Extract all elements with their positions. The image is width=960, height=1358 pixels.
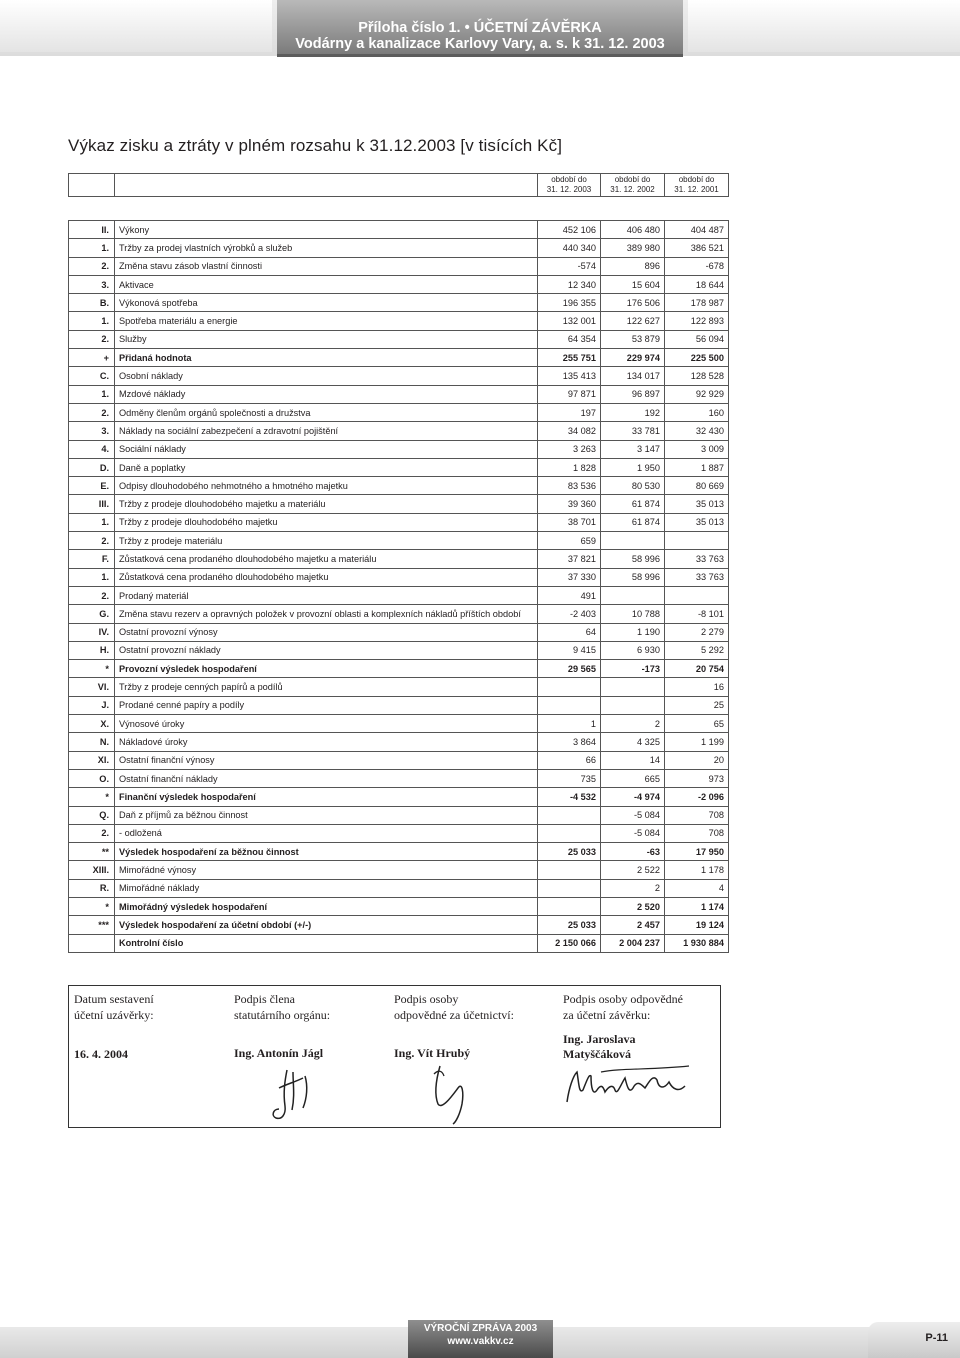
header-2002-line1: období do [614,175,651,184]
row-code: 1. [69,385,115,403]
row-value-2003: 197 [538,403,601,421]
row-value-2003: 34 082 [538,422,601,440]
row-label: Mimořádný výsledek hospodaření [115,897,538,915]
row-label: Změna stavu zásob vlastní činnosti [115,257,538,275]
row-value-2001: 122 893 [665,312,729,330]
row-label: Finanční výsledek hospodaření [115,788,538,806]
signature-col-board [234,992,330,1023]
row-code: + [69,349,115,367]
row-label: Tržby z prodeje dlouhodobého majetku [115,513,538,531]
row-value-2003: -4 532 [538,788,601,806]
table-row [69,641,729,659]
row-code: D. [69,458,115,476]
row-value-2003: -2 403 [538,605,601,623]
row-label: Provozní výsledek hospodaření [115,660,538,678]
row-value-2002 [601,532,665,550]
row-value-2003: 3 864 [538,733,601,751]
row-code: 1. [69,239,115,257]
row-label: Tržby z prodeje materiálu [115,532,538,550]
row-code: G. [69,605,115,623]
row-value-2001: 178 987 [665,294,729,312]
row-code [69,934,115,952]
row-value-2002 [601,678,665,696]
signature-hruby [424,1060,484,1126]
row-value-2001: -8 101 [665,605,729,623]
row-value-2003: 97 871 [538,385,601,403]
header-line-1: Příloha číslo 1. • ÚČETNÍ ZÁVĚRKA [358,20,602,36]
row-value-2003: 735 [538,769,601,787]
row-code: C. [69,367,115,385]
signature-matyscakova [561,1062,701,1112]
row-value-2002 [601,696,665,714]
row-code: Q. [69,806,115,824]
page-number: P-11 [925,1332,948,1344]
row-value-2002: 2 522 [601,861,665,879]
row-value-2002: -63 [601,843,665,861]
row-value-2003: 37 330 [538,568,601,586]
row-value-2003 [538,806,601,824]
statements-person-name-line2: Matyščáková [563,1047,631,1061]
header-strip-right [688,0,960,52]
row-value-2002: 96 897 [601,385,665,403]
row-value-2001: 2 279 [665,623,729,641]
table-row [69,221,729,239]
table-row [69,843,729,861]
row-code: 1. [69,568,115,586]
income-statement-table [68,220,729,953]
row-value-2001: 65 [665,715,729,733]
row-code: 2. [69,257,115,275]
row-value-2001: 386 521 [665,239,729,257]
table-row [69,385,729,403]
row-value-2002: 229 974 [601,349,665,367]
row-code: ** [69,843,115,861]
row-code: 2. [69,403,115,421]
table-row [69,916,729,934]
row-label: Zůstatková cena prodaného dlouhodobého majetku a materiálu [115,550,538,568]
row-label: Prodané cenné papíry a podíly [115,696,538,714]
row-code: IV. [69,623,115,641]
row-value-2003: 64 [538,623,601,641]
header-2003-line2: 31. 12. 2003 [546,185,592,194]
row-code: F. [69,550,115,568]
row-value-2001: 20 754 [665,660,729,678]
row-value-2001: 5 292 [665,641,729,659]
row-value-2003: -574 [538,257,601,275]
table-row [69,568,729,586]
header-cell-label [115,174,538,197]
row-label: Osobní náklady [115,367,538,385]
footer-website: www.vakkv.cz [447,1336,514,1347]
row-value-2002: 406 480 [601,221,665,239]
row-value-2003: 3 263 [538,440,601,458]
row-value-2003: 659 [538,532,601,550]
table-row [69,861,729,879]
row-label: Odměny členům orgánů společnosti a družstva [115,403,538,421]
column-header-row [69,174,729,197]
row-code: 3. [69,422,115,440]
footer-box [408,1320,553,1358]
header-2001-line1: období do [678,175,715,184]
row-label: Ostatní provozní výnosy [115,623,538,641]
row-value-2001: 19 124 [665,916,729,934]
header-cell-2001 [665,174,729,197]
footer-report-title: VÝROČNÍ ZPRÁVA 2003 [423,1323,538,1334]
table-row [69,422,729,440]
row-value-2002: 58 996 [601,568,665,586]
row-label: Výkony [115,221,538,239]
row-label: Náklady na sociální zabezpečení a zdravotní pojištění [115,422,538,440]
row-value-2002: 10 788 [601,605,665,623]
row-value-2001: 20 [665,751,729,769]
row-code: II. [69,221,115,239]
table-row [69,349,729,367]
table-row [69,294,729,312]
row-label: Tržby z prodeje dlouhodobého majetku a materiálu [115,495,538,513]
table-row [69,586,729,604]
header-band [0,0,960,56]
row-code: VI. [69,678,115,696]
row-value-2002: 6 930 [601,641,665,659]
header-2003-line1: období do [551,175,587,184]
row-value-2001: 56 094 [665,330,729,348]
row-label: Sociální náklady [115,440,538,458]
row-value-2001: 92 929 [665,385,729,403]
row-value-2001: 1 199 [665,733,729,751]
row-label: Výnosové úroky [115,715,538,733]
table-row [69,495,729,513]
row-value-2001: 1 887 [665,458,729,476]
row-value-2003: 255 751 [538,349,601,367]
row-label: - odložená [115,824,538,842]
board-member-name: Ing. Antonín Jágl [234,1046,324,1060]
row-value-2003: 83 536 [538,477,601,495]
row-code: XI. [69,751,115,769]
row-value-2003: 132 001 [538,312,601,330]
table-row [69,806,729,824]
row-value-2002: 192 [601,403,665,421]
row-label: Zůstatková cena prodaného dlouhodobého majetku [115,568,538,586]
header-2001-line2: 31. 12. 2001 [674,185,719,194]
row-value-2003 [538,678,601,696]
row-value-2001: 1 178 [665,861,729,879]
row-code: *** [69,916,115,934]
row-label: Tržby za prodej vlastních výrobků a služeb [115,239,538,257]
row-label: Daně a poplatky [115,458,538,476]
row-value-2002: 3 147 [601,440,665,458]
row-value-2001: 4 [665,879,729,897]
row-value-2001: 225 500 [665,349,729,367]
row-code: III. [69,495,115,513]
row-value-2002: 2 [601,879,665,897]
table-row [69,897,729,915]
row-value-2002 [601,586,665,604]
row-value-2003: 2 150 066 [538,934,601,952]
table-row [69,532,729,550]
row-code: 1. [69,513,115,531]
row-value-2001: 33 763 [665,568,729,586]
table-row [69,440,729,458]
row-value-2002: -5 084 [601,824,665,842]
row-label: Výkonová spotřeba [115,294,538,312]
row-value-2003: 12 340 [538,275,601,293]
statements-label-line2: za účetní závěrku: [563,1007,651,1022]
row-value-2003 [538,696,601,714]
row-value-2003: 1 [538,715,601,733]
row-value-2003: 38 701 [538,513,601,531]
row-code: 3. [69,275,115,293]
compilation-date: 16. 4. 2004 [74,1047,128,1061]
row-value-2001: 160 [665,403,729,421]
header-line-2: Vodárny a kanalizace Karlovy Vary, a. s. k 31. 12. 2003 [295,36,665,52]
row-label: Výsledek hospodaření za běžnou činnost [115,843,538,861]
row-value-2003: 25 033 [538,843,601,861]
row-value-2002: 33 781 [601,422,665,440]
header-2002-line2: 31. 12. 2002 [610,185,655,194]
row-code: R. [69,879,115,897]
row-value-2002: 389 980 [601,239,665,257]
table-row [69,367,729,385]
row-label: Mimořádné náklady [115,879,538,897]
row-label: Služby [115,330,538,348]
row-value-2002: 80 530 [601,477,665,495]
row-value-2003: 25 033 [538,916,601,934]
row-value-2001: 1 930 884 [665,934,729,952]
row-value-2002: 896 [601,257,665,275]
table-row [69,312,729,330]
row-value-2001: 708 [665,824,729,842]
table-row [69,257,729,275]
row-label: Mzdové náklady [115,385,538,403]
table-row [69,403,729,421]
row-label: Přidaná hodnota [115,349,538,367]
row-value-2003: 39 360 [538,495,601,513]
table-row [69,769,729,787]
statements-label-line1: Podpis osoby odpovědné [563,992,683,1006]
row-value-2002: 53 879 [601,330,665,348]
row-label: Aktivace [115,275,538,293]
row-value-2001 [665,586,729,604]
table-row [69,330,729,348]
row-code: B. [69,294,115,312]
row-value-2001: 80 669 [665,477,729,495]
row-value-2003 [538,824,601,842]
row-value-2002: 665 [601,769,665,787]
row-value-2002: 2 457 [601,916,665,934]
table-row [69,623,729,641]
table-row [69,513,729,531]
row-value-2003 [538,861,601,879]
table-row [69,751,729,769]
row-value-2002: 4 325 [601,733,665,751]
table-row [69,788,729,806]
row-label: Odpisy dlouhodobého nehmotného a hmotného majetku [115,477,538,495]
board-label-line2: statutárního orgánu: [234,1007,331,1022]
table-row [69,678,729,696]
row-label: Mimořádné výnosy [115,861,538,879]
row-code: 2. [69,824,115,842]
row-code: 2. [69,532,115,550]
row-label: Ostatní provozní náklady [115,641,538,659]
row-value-2003: 66 [538,751,601,769]
table-row [69,660,729,678]
row-value-2002: 2 [601,715,665,733]
page-number-tab [868,1322,960,1358]
date-label-line1: Datum sestavení [74,992,154,1006]
row-value-2001: 35 013 [665,495,729,513]
row-value-2003: 196 355 [538,294,601,312]
table-row [69,824,729,842]
row-value-2002: 1 190 [601,623,665,641]
row-value-2001: 1 174 [665,897,729,915]
table-row [69,550,729,568]
row-value-2003 [538,879,601,897]
statements-person-name-line1: Ing. Jaroslava [563,1032,636,1046]
row-value-2003: 9 415 [538,641,601,659]
row-value-2001 [665,532,729,550]
table-row [69,715,729,733]
column-header-table [68,173,729,197]
row-label: Prodaný materiál [115,586,538,604]
row-value-2002: 176 506 [601,294,665,312]
row-value-2001: 33 763 [665,550,729,568]
row-value-2002: 2 004 237 [601,934,665,952]
row-code: H. [69,641,115,659]
table-row [69,879,729,897]
row-value-2002: -4 974 [601,788,665,806]
row-value-2001: 32 430 [665,422,729,440]
row-value-2002: -173 [601,660,665,678]
row-code: N. [69,733,115,751]
row-label: Daň z příjmů za běžnou činnost [115,806,538,824]
row-value-2001: 973 [665,769,729,787]
date-label-line2: účetní uzávěrky: [74,1007,154,1022]
row-value-2002: 58 996 [601,550,665,568]
income-statement-rows [69,221,729,953]
row-label: Spotřeba materiálu a energie [115,312,538,330]
row-label: Ostatní finanční výnosy [115,751,538,769]
row-value-2003: 37 821 [538,550,601,568]
row-value-2002: 61 874 [601,495,665,513]
row-value-2003: 491 [538,586,601,604]
row-value-2001: 25 [665,696,729,714]
row-code: 2. [69,330,115,348]
row-code: XIII. [69,861,115,879]
row-label: Změna stavu rezerv a opravných položek v provozní oblasti a komplexních nákladů příštích období [115,605,538,623]
row-code: 1. [69,312,115,330]
row-code: E. [69,477,115,495]
row-value-2001: 128 528 [665,367,729,385]
table-row [69,275,729,293]
row-value-2001: -2 096 [665,788,729,806]
table-row [69,934,729,952]
row-label: Výsledek hospodaření za účetní období (+/-) [115,916,538,934]
row-code: * [69,788,115,806]
table-row [69,239,729,257]
row-value-2002: 61 874 [601,513,665,531]
row-code: O. [69,769,115,787]
row-code: * [69,897,115,915]
row-code: 2. [69,586,115,604]
row-value-2003: 64 354 [538,330,601,348]
row-value-2002: 15 604 [601,275,665,293]
row-value-2001: 18 644 [665,275,729,293]
row-label: Nákladové úroky [115,733,538,751]
accounting-label-line1: Podpis osoby [394,992,459,1006]
row-value-2001: -678 [665,257,729,275]
header-cell-2003 [538,174,601,197]
accountant-name: Ing. Vít Hrubý [394,1046,471,1060]
signature-col-statements [563,992,683,1023]
row-value-2002: 134 017 [601,367,665,385]
row-code: J. [69,696,115,714]
signature-box [68,985,721,1128]
row-value-2001: 16 [665,678,729,696]
row-code: X. [69,715,115,733]
row-label: Kontrolní číslo [115,934,538,952]
row-code: 4. [69,440,115,458]
row-label: Tržby z prodeje cenných papírů a podílů [115,678,538,696]
row-value-2002: 14 [601,751,665,769]
row-value-2003: 440 340 [538,239,601,257]
row-value-2001: 3 009 [665,440,729,458]
row-value-2001: 404 487 [665,221,729,239]
row-value-2003: 135 413 [538,367,601,385]
header-title-box [277,0,683,57]
signature-col-accounting [394,992,514,1023]
row-value-2002: 2 520 [601,897,665,915]
table-row [69,696,729,714]
row-value-2002: 122 627 [601,312,665,330]
header-cell-2002 [601,174,665,197]
row-value-2002: -5 084 [601,806,665,824]
row-value-2003: 1 828 [538,458,601,476]
row-value-2001: 708 [665,806,729,824]
row-code: * [69,660,115,678]
row-value-2001: 35 013 [665,513,729,531]
table-row [69,733,729,751]
row-value-2001: 17 950 [665,843,729,861]
signature-jagl [265,1062,325,1126]
row-value-2003: 29 565 [538,660,601,678]
header-cell-code [69,174,115,197]
row-value-2003 [538,897,601,915]
table-row [69,477,729,495]
table-row [69,458,729,476]
row-label: Ostatní finanční náklady [115,769,538,787]
table-row [69,605,729,623]
page-title: Výkaz zisku a ztráty v plném rozsahu k 31.12.2003 [v tisících Kč] [68,136,563,155]
signature-col-date [74,992,154,1023]
row-value-2003: 452 106 [538,221,601,239]
board-label-line1: Podpis člena [234,992,295,1006]
accounting-label-line2: odpovědné za účetnictví: [394,1007,514,1022]
row-value-2002: 1 950 [601,458,665,476]
header-strip-left [0,0,272,52]
